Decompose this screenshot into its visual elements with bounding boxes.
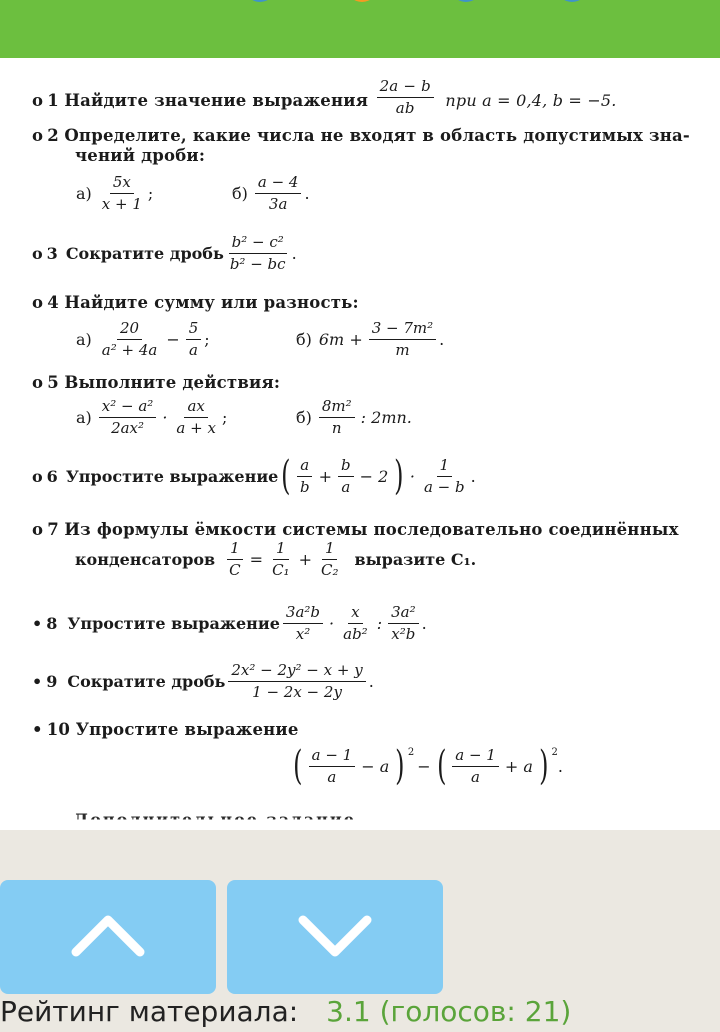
task-10: • 10 Упростите выражение [32,720,299,739]
rating-line [0,992,571,1032]
task-4-a: а) $\frac{20}{\text{a² + 4a}}$ − $\frac{5}{a}$ ; [76,319,210,359]
task-8: • 8 Упростите выражение $\frac{\text{3a²b}}{\text{x²}}$ · $\frac{x}{\text{ab²}}$ : $\frac{\text{3a²}}{\text{x²b}}$ . [32,603,427,643]
task-7: o 7 Из формулы ёмкости системы последовательно соединённых [32,520,679,539]
textbook-page [0,58,720,830]
rating-value: 3.1 (голосов: 21) [326,995,572,1028]
task-4: o 4 Найдите сумму или разность: [32,293,359,312]
top-dot [244,0,276,2]
top-dot [450,0,482,2]
task-2-a: а) $\frac{5x}{x + 1}$ ; [76,173,154,213]
task-4-b: б) 6m + $\frac{\text{3 − 7m²}}{m}$ . [296,319,445,359]
rate-down-button[interactable] [227,880,443,994]
task-1: o 1 Найдите значение выражения $\frac{2a - b}{ab}$ при a = 0,4, b = −5. [32,77,617,117]
task-5-a: а) $\frac{\text{x² − a²}}{\text{2ax²}}$ · $\frac{ax}{a + x}$ ; [76,397,228,437]
top-bar [0,0,720,58]
chevron-down-icon [295,908,375,964]
task-6: o 6 Упростите выражение ( $\frac{a}{b}$ + $\frac{b}{a}$ − 2 ) · $\frac{1}{a - b}$ . [32,453,476,499]
task-9: • 9 Сократите дробь $\frac{\text{2x² − 2y² − x + y}}{1 - 2x - 2y}$ . [32,661,374,701]
task-5-b: б) $\frac{\text{8m²}}{n}$ : 2mn. [296,397,412,437]
chevron-up-icon [68,908,148,964]
task-2: o 2 Определите, какие числа не входят в область допустимых зна- [32,126,690,145]
top-dot [346,0,378,2]
top-dot [556,0,588,2]
rating-label: Рейтинг материала: [0,995,299,1028]
task-3: o 3 Сократите дробь $\frac{\text{b² − c²}}{\text{b² − bc}}$ . [32,233,297,273]
task-2-continuation: чений дроби: [75,146,206,165]
task-5: o 5 Выполните действия: [32,373,281,392]
task-10-formula: ( $\frac{a - 1}{a}$ − a ) $^2$ − ( $\frac{a - 1}{a}$ + a ) $^2$ . [293,743,563,789]
rate-up-button[interactable] [0,880,216,994]
task-7-formula: конденсаторов $\frac{1}{C}$ = $\frac{1}{\text{C₁}}$ + $\frac{1}{\text{C₂}}$ выразите C₁. [75,539,477,579]
task-2-b: б) $\frac{a - 4}{3a}$ . [232,173,310,213]
